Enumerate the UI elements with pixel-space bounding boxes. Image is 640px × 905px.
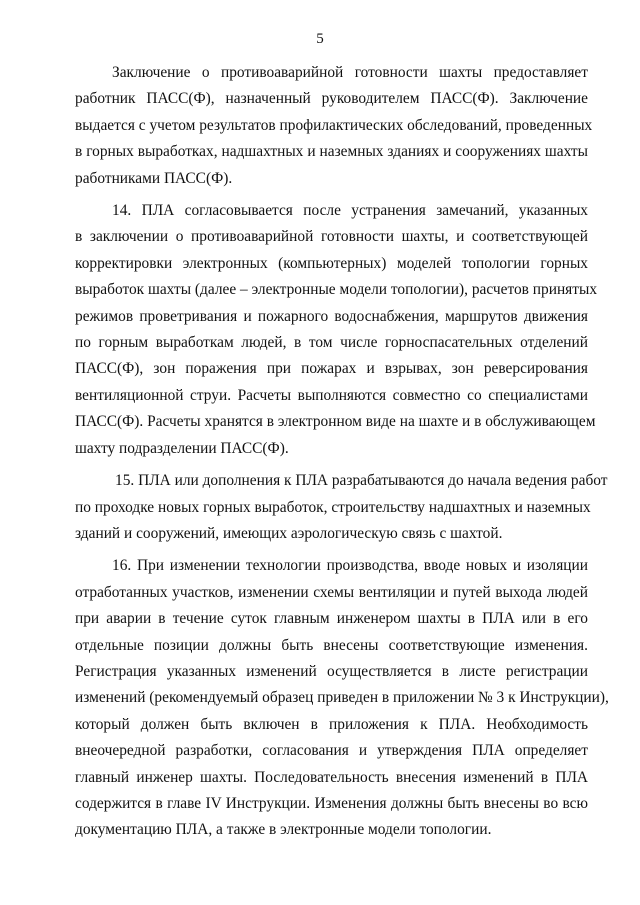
- text-line: главный инженер шахты. Последовательность внесения изменений в ПЛА: [75, 768, 588, 786]
- text-line: выработок шахты (далее – электронные модели топологии), расчетов принятых: [75, 281, 598, 299]
- text-line: по проходке новых горных выработок, строительству надшахтных и наземных: [75, 498, 591, 516]
- text-line: по горным выработкам людей, в том числе горноспасательных отделений: [75, 334, 588, 352]
- text-line: который должен быть включен в приложения к ПЛА. Необходимость: [75, 715, 588, 733]
- text-line: зданий и сооружений, имеющих аэрологическую связь с шахтой.: [75, 524, 503, 542]
- document-body: [75, 60, 609, 844]
- text-line: изменений (рекомендуемый образец приведен в приложении № 3 к Инструкции),: [75, 689, 609, 707]
- text-line: ПАСС(Ф), зон поражения при пожарах и взрывах, зон реверсирования: [75, 360, 588, 378]
- text-line: Регистрация указанных изменений осуществляется в листе регистрации: [75, 662, 588, 680]
- text-line: 15. ПЛА или дополнения к ПЛА разрабатываются до начала ведения работ: [115, 472, 608, 490]
- paragraph-conclusion: [75, 60, 593, 192]
- text-line: выдается с учетом результатов профилактических обследований, проведенных: [75, 116, 593, 134]
- paragraph-15: [75, 468, 608, 547]
- text-line: вентиляционной струи. Расчеты выполняются совместно со специалистами: [75, 386, 588, 404]
- text-line: режимов проветривания и пожарного водоснабжения, маршрутов движения: [75, 307, 588, 325]
- text-line: в горных выработках, надшахтных и наземных зданиях и сооружениях шахты: [75, 143, 588, 161]
- text-line: отработанных участков, изменении схемы вентиляции и путей выхода людей: [75, 583, 588, 601]
- paragraph-16: [75, 553, 609, 843]
- text-line: при аварии в течение суток главным инженером шахты в ПЛА или в его: [75, 610, 588, 628]
- text-line: в заключении о противоаварийной готовности шахты, и соответствующей: [75, 228, 588, 246]
- text-line: корректировки электронных (компьютерных) моделей топологии горных: [75, 254, 588, 272]
- text-line: содержится в главе IV Инструкции. Изменения должны быть внесены во всю: [75, 794, 588, 812]
- page-number: 5: [316, 31, 324, 47]
- text-line: шахту подразделении ПАСС(Ф).: [75, 439, 289, 457]
- text-line: работниками ПАСС(Ф).: [75, 169, 233, 187]
- paragraph-14: [75, 198, 598, 462]
- text-line: отдельные позиции должны быть внесены соответствующие изменения.: [75, 636, 588, 654]
- text-line: 16. При изменении технологии производства, вводе новых и изоляции: [112, 557, 588, 575]
- text-line: ПАСС(Ф). Расчеты хранятся в электронном виде на шахте и в обслуживающем: [75, 413, 596, 431]
- text-line: внеочередной разработки, согласования и утверждения ПЛА определяет: [75, 742, 588, 760]
- text-line: документацию ПЛА, а также в электронные модели топологии.: [75, 821, 492, 839]
- text-line: 14. ПЛА согласовывается после устранения замечаний, указанных: [112, 202, 588, 220]
- text-line: работник ПАСС(Ф), назначенный руководителем ПАСС(Ф). Заключение: [75, 90, 588, 108]
- text-line: Заключение о противоаварийной готовности шахты предоставляет: [112, 64, 588, 81]
